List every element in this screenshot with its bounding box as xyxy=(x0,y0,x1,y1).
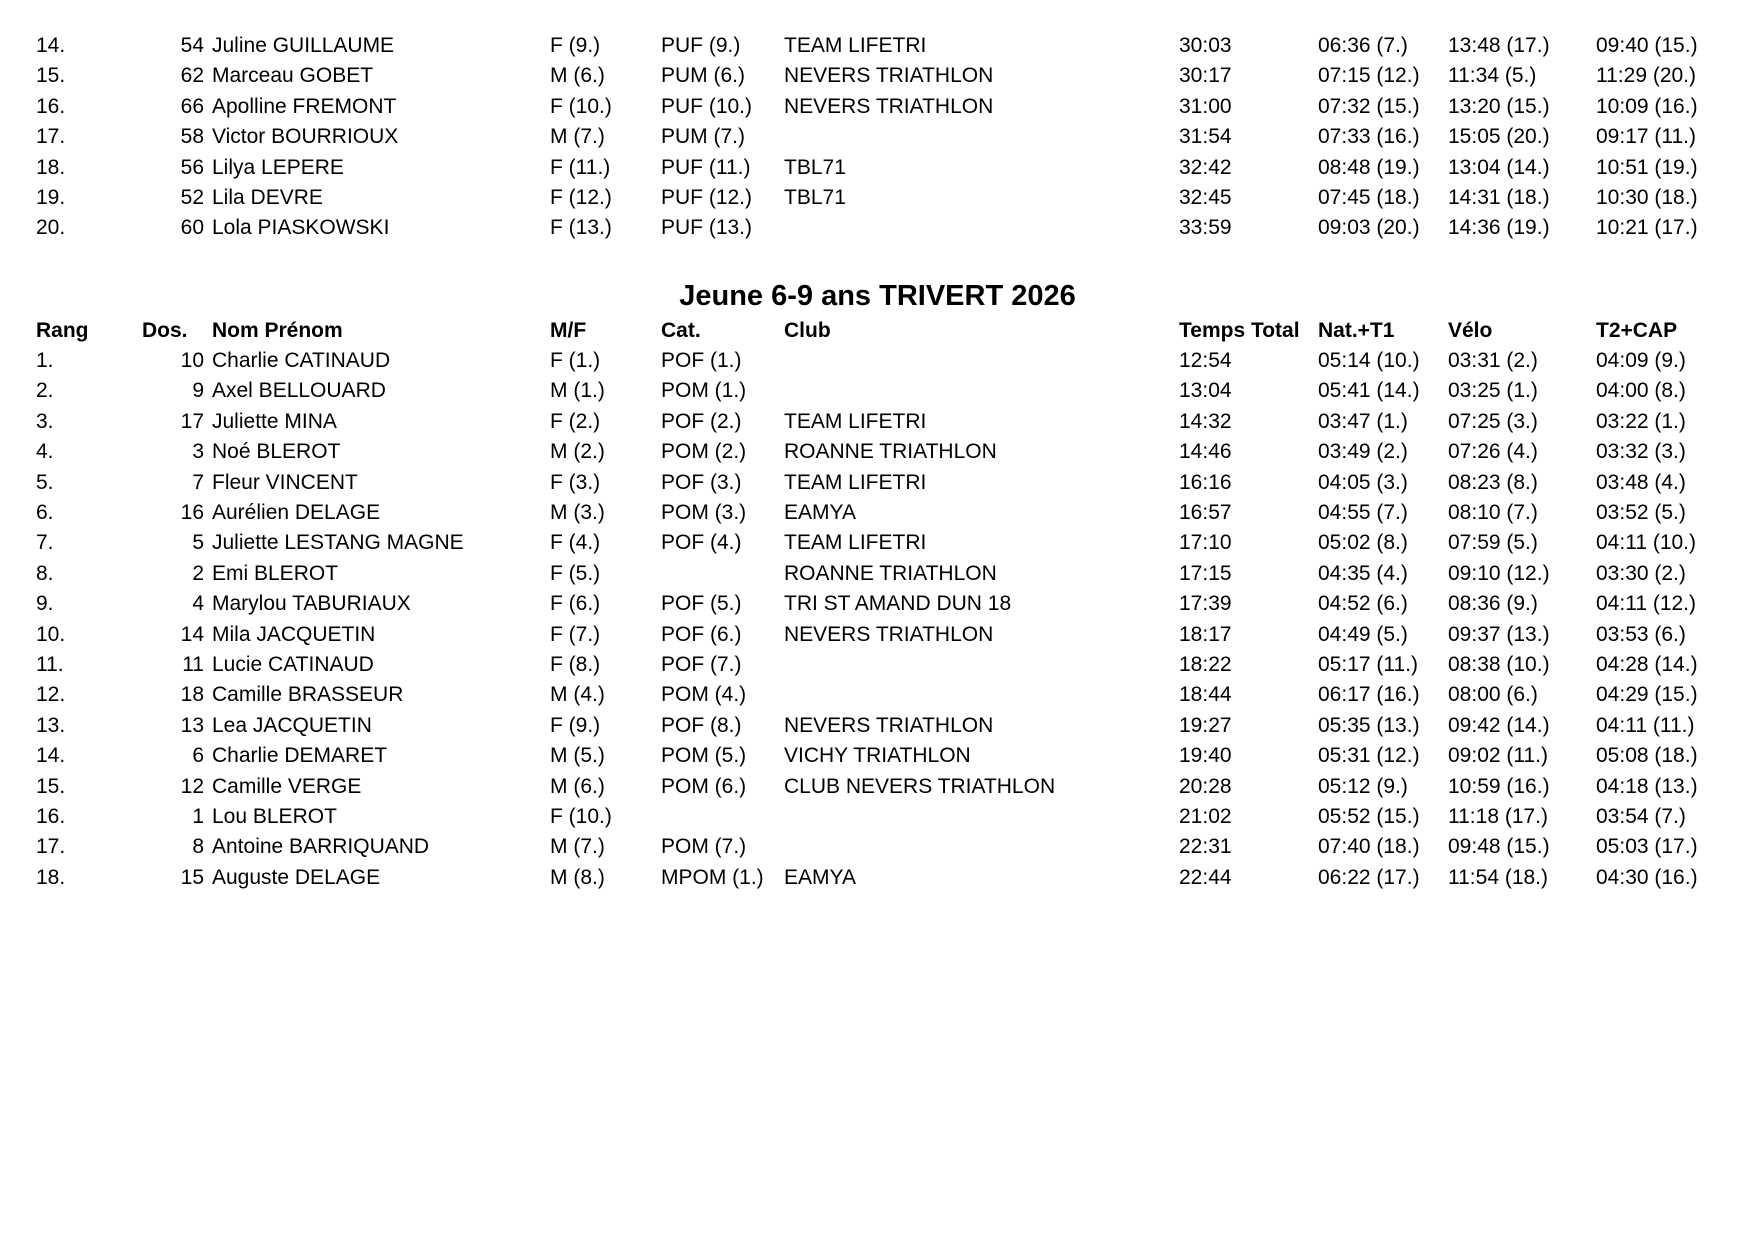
cell-mf: M (7.) xyxy=(550,125,605,149)
cell-t2-cap: 10:09 (16.) xyxy=(1596,94,1698,118)
cell-nat-t1: 08:48 (19.) xyxy=(1318,155,1420,179)
cell-dos: 56 xyxy=(180,155,204,179)
cell-mf: F (2.) xyxy=(550,409,601,433)
cell-velo: 03:25 (1.) xyxy=(1448,379,1538,403)
table-row xyxy=(0,407,1755,437)
table-row xyxy=(0,376,1755,406)
cell-cat: POF (1.) xyxy=(661,349,742,372)
cell-nat-t1: 05:31 (12.) xyxy=(1318,744,1420,768)
table-row xyxy=(0,832,1755,862)
cell-velo: 08:23 (8.) xyxy=(1448,470,1538,494)
cell-mf: F (7.) xyxy=(550,622,601,646)
cell-temps-total: 13:04 xyxy=(1179,379,1232,403)
table-row xyxy=(0,680,1755,710)
cell-mf: M (3.) xyxy=(550,501,605,524)
table-row xyxy=(0,620,1755,650)
cell-cat: POM (5.) xyxy=(661,744,747,768)
cell-club: TBL71 xyxy=(784,186,846,209)
cell-dos: 8 xyxy=(192,835,204,859)
cell-rang: 17. xyxy=(36,835,66,859)
cell-rang: 5. xyxy=(36,470,54,494)
cell-velo: 08:10 (7.) xyxy=(1448,501,1538,524)
cell-rang: 15. xyxy=(36,64,66,88)
cell-nat-t1: 05:02 (8.) xyxy=(1318,531,1408,555)
cell-temps-total: 22:44 xyxy=(1179,865,1232,889)
table-row xyxy=(0,61,1755,91)
cell-nom: Antoine BARRIQUAND xyxy=(212,835,430,859)
cell-nom: Camille BRASSEUR xyxy=(212,683,404,707)
cell-t2-cap: 04:29 (15.) xyxy=(1596,683,1698,707)
header-temps-total: Temps Total xyxy=(1179,319,1300,342)
cell-velo: 09:37 (13.) xyxy=(1448,622,1550,646)
cell-nat-t1: 04:49 (5.) xyxy=(1318,622,1408,646)
cell-nat-t1: 04:05 (3.) xyxy=(1318,470,1408,494)
table-row xyxy=(0,346,1755,376)
cell-rang: 8. xyxy=(36,561,54,585)
cell-rang: 1. xyxy=(36,349,54,372)
cell-t2-cap: 10:30 (18.) xyxy=(1596,186,1698,209)
cell-mf: M (4.) xyxy=(550,683,605,707)
cell-nom: Marylou TABURIAUX xyxy=(212,592,411,616)
cell-club: NEVERS TRIATHLON xyxy=(784,622,994,646)
cell-rang: 7. xyxy=(36,531,54,555)
cell-dos: 66 xyxy=(180,94,204,118)
cell-club: CLUB NEVERS TRIATHLON xyxy=(784,774,1056,798)
cell-mf: F (13.) xyxy=(550,216,612,240)
table-row xyxy=(0,559,1755,589)
table-row xyxy=(0,589,1755,619)
cell-cat: POF (4.) xyxy=(661,531,742,555)
cell-club: NEVERS TRIATHLON xyxy=(784,94,994,118)
cell-temps-total: 31:00 xyxy=(1179,94,1232,118)
cell-velo: 13:20 (15.) xyxy=(1448,94,1550,118)
cell-club: TEAM LIFETRI xyxy=(784,531,927,555)
cell-nom: Apolline FREMONT xyxy=(212,94,397,118)
table-row xyxy=(0,92,1755,122)
cell-club: ROANNE TRIATHLON xyxy=(784,561,997,585)
cell-temps-total: 30:17 xyxy=(1179,64,1232,88)
cell-nat-t1: 05:17 (11.) xyxy=(1318,653,1419,676)
cell-velo: 07:59 (5.) xyxy=(1448,531,1538,555)
cell-nat-t1: 05:12 (9.) xyxy=(1318,774,1408,798)
cell-t2-cap: 03:30 (2.) xyxy=(1596,561,1686,585)
header-nom: Nom Prénom xyxy=(212,319,343,342)
cell-nom: Lou BLEROT xyxy=(212,805,337,828)
table-header xyxy=(0,316,1755,346)
cell-nat-t1: 07:32 (15.) xyxy=(1318,94,1420,118)
cell-rang: 12. xyxy=(36,683,66,707)
cell-temps-total: 17:10 xyxy=(1179,531,1232,555)
table-row xyxy=(0,863,1755,893)
cell-mf: M (6.) xyxy=(550,64,605,88)
cell-temps-total: 18:44 xyxy=(1179,683,1232,707)
cell-dos: 60 xyxy=(180,216,204,240)
header-nat-t1: Nat.+T1 xyxy=(1318,319,1395,342)
cell-temps-total: 32:42 xyxy=(1179,155,1232,179)
cell-cat: POF (6.) xyxy=(661,622,742,646)
table-row xyxy=(0,122,1755,152)
cell-velo: 14:36 (19.) xyxy=(1448,216,1550,240)
cell-nom: Juliette LESTANG MAGNE xyxy=(212,531,464,555)
cell-velo: 07:26 (4.) xyxy=(1448,440,1538,464)
cell-nat-t1: 04:55 (7.) xyxy=(1318,501,1408,524)
header-dos: Dos. xyxy=(142,319,188,342)
cell-nat-t1: 05:35 (13.) xyxy=(1318,713,1420,737)
cell-nom: Auguste DELAGE xyxy=(212,865,381,889)
header-t2-cap: T2+CAP xyxy=(1596,319,1678,342)
cell-velo: 11:34 (5.) xyxy=(1448,64,1537,88)
cell-velo: 13:04 (14.) xyxy=(1448,155,1550,179)
cell-dos: 10 xyxy=(180,349,204,372)
cell-mf: F (11.) xyxy=(550,155,611,179)
cell-temps-total: 31:54 xyxy=(1179,125,1232,149)
cell-t2-cap: 03:52 (5.) xyxy=(1596,501,1686,524)
cell-t2-cap: 10:21 (17.) xyxy=(1596,216,1698,240)
cell-mf: M (2.) xyxy=(550,440,605,464)
cell-rang: 15. xyxy=(36,774,66,798)
cell-mf: M (1.) xyxy=(550,379,605,403)
cell-t2-cap: 03:32 (3.) xyxy=(1596,440,1686,464)
cell-nat-t1: 05:41 (14.) xyxy=(1318,379,1420,403)
cell-rang: 19. xyxy=(36,186,66,209)
cell-mf: F (3.) xyxy=(550,470,601,494)
cell-dos: 3 xyxy=(192,440,204,464)
header-club: Club xyxy=(784,319,831,342)
cell-cat: PUF (13.) xyxy=(661,216,753,240)
cell-t2-cap: 04:11 (10.) xyxy=(1596,531,1697,555)
cell-nat-t1: 07:15 (12.) xyxy=(1318,64,1420,88)
cell-temps-total: 18:17 xyxy=(1179,622,1232,646)
cell-temps-total: 33:59 xyxy=(1179,216,1232,240)
cell-dos: 16 xyxy=(180,501,204,524)
table-row xyxy=(0,650,1755,680)
cell-nom: Emi BLEROT xyxy=(212,561,339,585)
cell-nom: Lilya LEPERE xyxy=(212,155,344,179)
cell-t2-cap: 03:48 (4.) xyxy=(1596,470,1686,494)
cell-velo: 09:10 (12.) xyxy=(1448,561,1550,585)
table-row xyxy=(0,468,1755,498)
cell-velo: 15:05 (20.) xyxy=(1448,125,1550,149)
cell-nat-t1: 05:14 (10.) xyxy=(1318,349,1420,372)
cell-t2-cap: 04:00 (8.) xyxy=(1596,379,1686,403)
cell-mf: M (8.) xyxy=(550,865,605,889)
cell-cat: POM (7.) xyxy=(661,835,747,859)
table-row xyxy=(0,741,1755,771)
table-row xyxy=(0,498,1755,528)
cell-temps-total: 20:28 xyxy=(1179,774,1232,798)
cell-dos: 12 xyxy=(180,774,204,798)
cell-dos: 62 xyxy=(180,64,204,88)
cell-dos: 15 xyxy=(180,865,204,889)
cell-club: EAMYA xyxy=(784,865,856,889)
cell-nom: Noé BLEROT xyxy=(212,440,341,464)
cell-club: EAMYA xyxy=(784,501,856,524)
cell-cat: POM (3.) xyxy=(661,501,747,524)
cell-club: NEVERS TRIATHLON xyxy=(784,713,994,737)
cell-club: ROANNE TRIATHLON xyxy=(784,440,997,464)
cell-cat: PUF (9.) xyxy=(661,34,741,57)
table-row xyxy=(0,213,1755,243)
cell-dos: 7 xyxy=(192,470,204,494)
cell-rang: 2. xyxy=(36,379,54,403)
cell-mf: F (1.) xyxy=(550,349,601,372)
cell-club: NEVERS TRIATHLON xyxy=(784,64,994,88)
cell-nat-t1: 03:47 (1.) xyxy=(1318,409,1408,433)
cell-t2-cap: 05:03 (17.) xyxy=(1596,835,1698,859)
cell-dos: 6 xyxy=(192,744,204,768)
cell-mf: F (8.) xyxy=(550,653,601,676)
cell-club: VICHY TRIATHLON xyxy=(784,744,971,768)
cell-rang: 18. xyxy=(36,155,66,179)
cell-nat-t1: 09:03 (20.) xyxy=(1318,216,1420,240)
cell-dos: 54 xyxy=(180,34,204,57)
cell-nom: Lea JACQUETIN xyxy=(212,713,372,737)
cell-velo: 08:00 (6.) xyxy=(1448,683,1538,707)
cell-temps-total: 14:46 xyxy=(1179,440,1232,464)
cell-velo: 03:31 (2.) xyxy=(1448,349,1538,372)
cell-t2-cap: 11:29 (20.) xyxy=(1596,64,1697,88)
cell-velo: 08:38 (10.) xyxy=(1448,653,1550,676)
cell-t2-cap: 04:11 (11.) xyxy=(1596,713,1695,737)
cell-rang: 14. xyxy=(36,34,66,57)
cell-temps-total: 19:27 xyxy=(1179,713,1232,737)
cell-dos: 58 xyxy=(180,125,204,149)
cell-nat-t1: 04:35 (4.) xyxy=(1318,561,1408,585)
cell-rang: 17. xyxy=(36,125,66,149)
cell-nat-t1: 07:40 (18.) xyxy=(1318,835,1420,859)
cell-nat-t1: 07:33 (16.) xyxy=(1318,125,1420,149)
cell-mf: F (4.) xyxy=(550,531,601,555)
cell-rang: 14. xyxy=(36,744,66,768)
header-rang: Rang xyxy=(36,319,89,342)
cell-mf: M (7.) xyxy=(550,835,605,859)
cell-cat: POF (2.) xyxy=(661,409,742,433)
cell-nom: Charlie CATINAUD xyxy=(212,349,391,372)
cell-t2-cap: 03:53 (6.) xyxy=(1596,622,1686,646)
cell-dos: 13 xyxy=(180,713,204,737)
cell-cat: POM (2.) xyxy=(661,440,747,464)
header-cat: Cat. xyxy=(661,319,701,342)
cell-dos: 2 xyxy=(192,561,204,585)
cell-rang: 20. xyxy=(36,216,66,240)
cell-nat-t1: 06:36 (7.) xyxy=(1318,34,1408,57)
cell-dos: 9 xyxy=(192,379,204,403)
cell-t2-cap: 04:09 (9.) xyxy=(1596,349,1686,372)
cell-temps-total: 16:16 xyxy=(1179,470,1232,494)
cell-nom: Marceau GOBET xyxy=(212,64,374,88)
cell-rang: 9. xyxy=(36,592,54,616)
cell-club: TEAM LIFETRI xyxy=(784,409,927,433)
cell-rang: 16. xyxy=(36,805,66,828)
cell-t2-cap: 04:11 (12.) xyxy=(1596,592,1697,616)
cell-dos: 18 xyxy=(180,683,204,707)
cell-nom: Fleur VINCENT xyxy=(212,470,358,494)
cell-mf: M (6.) xyxy=(550,774,605,798)
cell-nat-t1: 05:52 (15.) xyxy=(1318,805,1420,828)
cell-cat: PUF (11.) xyxy=(661,155,751,179)
table-row xyxy=(0,183,1755,213)
table-row xyxy=(0,772,1755,802)
cell-mf: F (9.) xyxy=(550,34,601,57)
cell-cat: POF (8.) xyxy=(661,713,742,737)
header-mf: M/F xyxy=(550,319,587,342)
cell-dos: 1 xyxy=(192,805,204,828)
cell-velo: 14:31 (18.) xyxy=(1448,186,1550,209)
cell-velo: 09:42 (14.) xyxy=(1448,713,1550,737)
cell-club: TEAM LIFETRI xyxy=(784,34,927,57)
cell-mf: F (6.) xyxy=(550,592,601,616)
cell-velo: 08:36 (9.) xyxy=(1448,592,1538,616)
cell-velo: 09:02 (11.) xyxy=(1448,744,1549,768)
cell-temps-total: 30:03 xyxy=(1179,34,1232,57)
cell-velo: 09:48 (15.) xyxy=(1448,835,1550,859)
cell-velo: 13:48 (17.) xyxy=(1448,34,1550,57)
cell-t2-cap: 03:54 (7.) xyxy=(1596,805,1686,828)
cell-cat: POF (3.) xyxy=(661,470,742,494)
cell-temps-total: 19:40 xyxy=(1179,744,1232,768)
cell-mf: F (9.) xyxy=(550,713,601,737)
cell-mf: F (10.) xyxy=(550,805,612,828)
cell-nom: Lila DEVRE xyxy=(212,186,323,209)
table-row xyxy=(0,437,1755,467)
cell-nat-t1: 07:45 (18.) xyxy=(1318,186,1420,209)
cell-t2-cap: 03:22 (1.) xyxy=(1596,409,1686,433)
cell-nom: Aurélien DELAGE xyxy=(212,501,381,524)
cell-t2-cap: 10:51 (19.) xyxy=(1596,155,1698,179)
table-row xyxy=(0,802,1755,832)
cell-nat-t1: 06:22 (17.) xyxy=(1318,865,1420,889)
cell-nom: Charlie DEMARET xyxy=(212,744,388,768)
cell-cat: POM (1.) xyxy=(661,379,747,403)
cell-cat: POM (4.) xyxy=(661,683,747,707)
cell-mf: F (5.) xyxy=(550,561,601,585)
cell-rang: 4. xyxy=(36,440,54,464)
cell-t2-cap: 04:28 (14.) xyxy=(1596,653,1698,676)
cell-temps-total: 18:22 xyxy=(1179,653,1232,676)
cell-rang: 10. xyxy=(36,622,66,646)
cell-dos: 17 xyxy=(180,409,204,433)
cell-t2-cap: 09:17 (11.) xyxy=(1596,125,1697,149)
table-row xyxy=(0,31,1755,61)
cell-nom: Lola PIASKOWSKI xyxy=(212,216,390,240)
cell-nat-t1: 06:17 (16.) xyxy=(1318,683,1420,707)
cell-nom: Lucie CATINAUD xyxy=(212,653,374,676)
cell-cat: POM (6.) xyxy=(661,774,747,798)
cell-club: TBL71 xyxy=(784,155,846,179)
table-row xyxy=(0,528,1755,558)
cell-nom: Camille VERGE xyxy=(212,774,362,798)
cell-club: TRI ST AMAND DUN 18 xyxy=(784,592,1012,616)
cell-temps-total: 16:57 xyxy=(1179,501,1232,524)
cell-rang: 6. xyxy=(36,501,54,524)
cell-cat: PUM (7.) xyxy=(661,125,745,149)
cell-cat: PUF (12.) xyxy=(661,186,753,209)
cell-dos: 5 xyxy=(192,531,204,555)
cell-dos: 4 xyxy=(192,592,204,616)
cell-velo: 10:59 (16.) xyxy=(1448,774,1550,798)
cell-temps-total: 14:32 xyxy=(1179,409,1232,433)
table-row xyxy=(0,153,1755,183)
cell-cat: PUM (6.) xyxy=(661,64,745,88)
cell-temps-total: 17:39 xyxy=(1179,592,1232,616)
cell-velo: 11:18 (17.) xyxy=(1448,805,1549,828)
section-title: Jeune 6-9 ans TRIVERT 2026 xyxy=(679,280,1076,312)
cell-temps-total: 12:54 xyxy=(1179,349,1232,372)
cell-rang: 13. xyxy=(36,713,66,737)
cell-mf: F (10.) xyxy=(550,94,612,118)
cell-t2-cap: 04:18 (13.) xyxy=(1596,774,1698,798)
cell-temps-total: 22:31 xyxy=(1179,835,1232,859)
cell-temps-total: 17:15 xyxy=(1179,561,1232,585)
cell-mf: M (5.) xyxy=(550,744,605,768)
cell-nat-t1: 03:49 (2.) xyxy=(1318,440,1408,464)
cell-club: TEAM LIFETRI xyxy=(784,470,927,494)
cell-rang: 3. xyxy=(36,409,54,433)
cell-cat: MPOM (1.) xyxy=(661,865,764,889)
cell-mf: F (12.) xyxy=(550,186,612,209)
cell-dos: 14 xyxy=(180,622,204,646)
cell-nom: Juliette MINA xyxy=(212,409,337,433)
cell-dos: 11 xyxy=(182,653,204,676)
cell-rang: 11. xyxy=(36,653,64,676)
cell-nom: Juline GUILLAUME xyxy=(212,34,395,57)
cell-t2-cap: 09:40 (15.) xyxy=(1596,34,1698,57)
cell-t2-cap: 04:30 (16.) xyxy=(1596,865,1698,889)
cell-nom: Victor BOURRIOUX xyxy=(212,125,399,149)
cell-rang: 16. xyxy=(36,94,66,118)
cell-dos: 52 xyxy=(180,186,204,209)
header-velo: Vélo xyxy=(1448,319,1493,342)
table-row xyxy=(0,711,1755,741)
cell-velo: 11:54 (18.) xyxy=(1448,865,1549,889)
cell-cat: PUF (10.) xyxy=(661,94,753,118)
cell-cat: POF (5.) xyxy=(661,592,742,616)
cell-nat-t1: 04:52 (6.) xyxy=(1318,592,1408,616)
cell-temps-total: 32:45 xyxy=(1179,186,1232,209)
cell-rang: 18. xyxy=(36,865,66,889)
cell-nom: Axel BELLOUARD xyxy=(212,379,386,403)
cell-cat: POF (7.) xyxy=(661,653,742,676)
cell-velo: 07:25 (3.) xyxy=(1448,409,1538,433)
cell-t2-cap: 05:08 (18.) xyxy=(1596,744,1698,768)
cell-temps-total: 21:02 xyxy=(1179,805,1232,828)
cell-nom: Mila JACQUETIN xyxy=(212,622,376,646)
